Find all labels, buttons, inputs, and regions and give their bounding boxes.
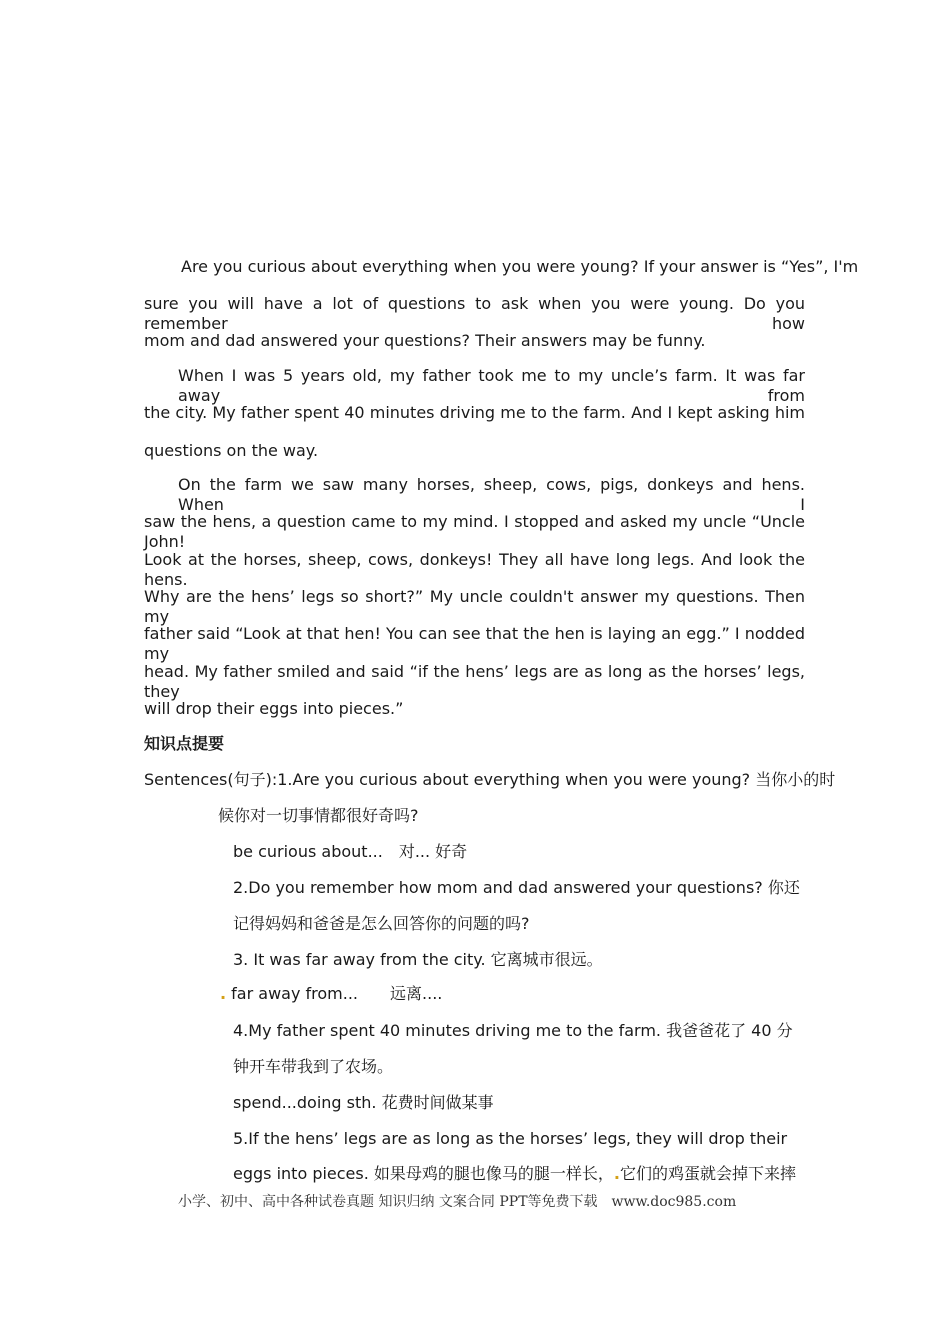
p3-line-5: father said “Look at that hen! You can see that the hen is laying an egg.” I nodded my [144,624,805,663]
sentence-4-cont: 钟开车带我到了农场。 [233,1057,394,1076]
p3-line-2: saw the hens, a question came to my mind. I stopped and asked my uncle “Uncle John! [144,512,805,551]
p3-line-1: On the farm we saw many horses, sheep, cows, pigs, donkeys and hens. When I [178,475,805,514]
sentence-5-cont [233,1164,796,1184]
sentence-3: 3. It was far away from the city. 它离城市很远。 [233,950,603,969]
p2-line-1: When I was 5 years old, my father took me to my uncle’s farm. It was far away from [178,366,805,405]
p3-line-4: Why are the hens’ legs so short?” My uncle couldn't answer my questions. Then my [144,587,805,626]
p1-line-1: Are you curious about everything when you were young? If your answer is “Yes”, I'm [181,257,859,276]
sentence-4: 4.My father spent 40 minutes driving me to the farm. 我爸爸花了 40 分 [233,1021,793,1040]
notes-heading: 知识点提要 [144,734,225,753]
phrase-3-text: far away from... 远离.... [231,984,443,1003]
sentence-2-cont: 记得妈妈和爸爸是怎么回答你的问题的吗? [233,914,530,933]
p3-line-3: Look at the horses, sheep, cows, donkeys! They all have long legs. And look the hens. [144,550,805,589]
sentence-5-cont-b: 它们的鸡蛋就会掉下来摔 [620,1164,797,1183]
sentence-2: 2.Do you remember how mom and dad answered your questions? 你还 [233,878,800,897]
highlight-mark-2: . [613,1164,620,1183]
highlight-mark: . [220,984,227,1003]
p3-line-7: will drop their eggs into pieces.” [144,699,404,718]
page-footer: 小学、初中、高中各种试卷真题 知识归纳 文案合同 PPT等免费下载 www.doc985.com [178,1194,737,1210]
phrase-4: spend...doing sth. 花费时间做某事 [233,1093,494,1112]
p3-line-6: head. My father smiled and said “if the hens’ legs are as long as the horses’ legs, they [144,662,805,701]
sentence-1-cont: 候你对一切事情都很好奇吗? [218,806,419,825]
p1-line-2: sure you will have a lot of questions to ask when you were young. Do you remember how [144,294,805,333]
phrase-3 [220,984,442,1004]
p2-line-3: questions on the way. [144,441,319,460]
p2-line-2: the city. My father spent 40 minutes driving me to the farm. And I kept asking him [144,403,805,422]
sentence-1: Sentences(句子):1.Are you curious about everything when you were young? 当你小的时 [144,770,836,789]
phrase-1: be curious about... 对... 好奇 [233,842,468,861]
p1-line-3: mom and dad answered your questions? Their answers may be funny. [144,331,706,350]
sentence-5-cont-a: eggs into pieces. 如果母鸡的腿也像马的腿一样长， [233,1164,614,1183]
sentence-5: 5.If the hens’ legs are as long as the horses’ legs, they will drop their [233,1129,788,1148]
